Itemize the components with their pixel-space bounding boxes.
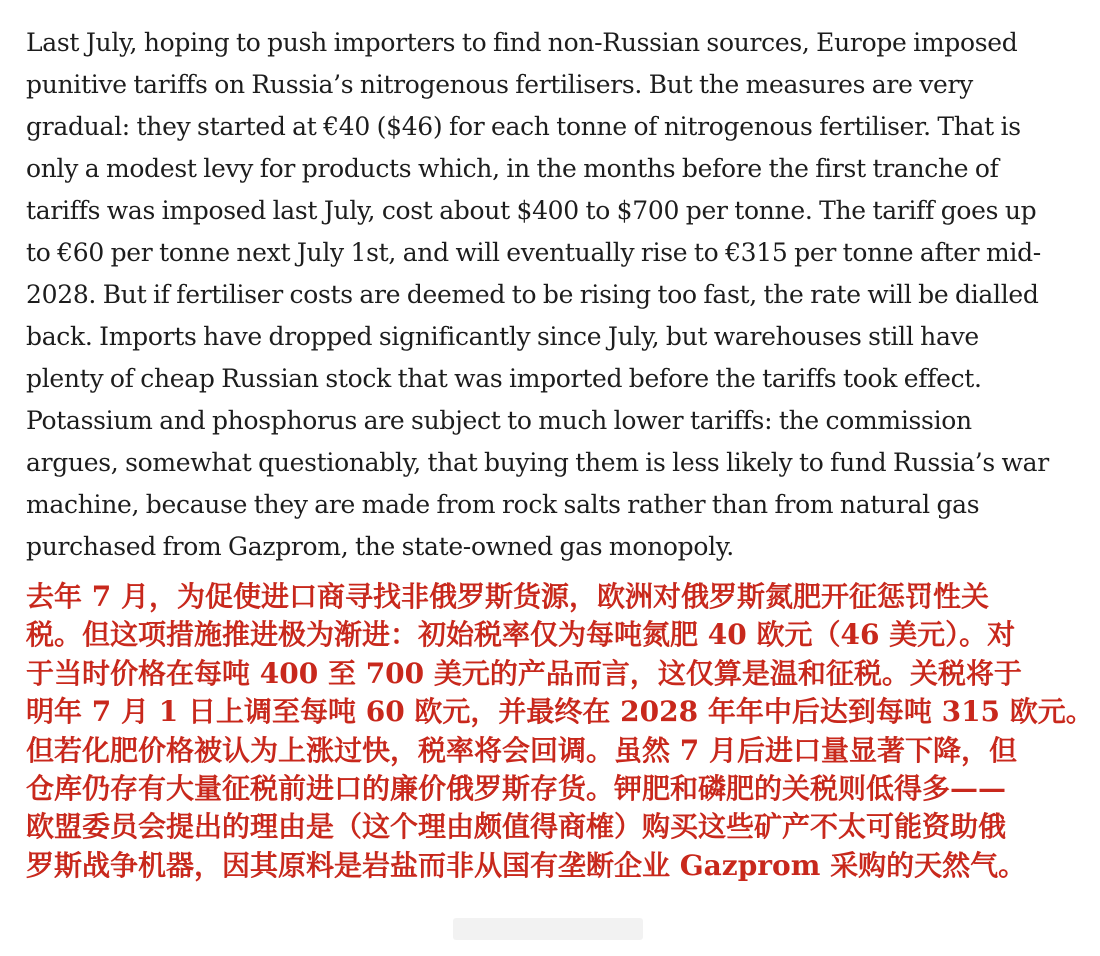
english-line: argues, somewhat questionably, that buying them is less likely to fund Russia’s war: [26, 448, 1049, 477]
chinese-line: 但若化肥价格被认为上涨过快，税率将会回调。虽然 7 月后进口量显著下降，但: [26, 733, 1017, 767]
english-line: purchased from Gazprom, the state-owned gas monopoly.: [26, 532, 734, 561]
english-line: back. Imports have dropped significantly since July, but warehouses still have: [26, 322, 979, 351]
english-line: punitive tariffs on Russia’s nitrogenous fertilisers. But the measures are very: [26, 70, 974, 99]
english-paragraph: [26, 22, 1086, 568]
watermark-logo: [453, 916, 643, 942]
english-line: 2028. But if fertiliser costs are deemed to be rising too fast, the rate will be dialled: [26, 280, 1039, 309]
english-line: tariffs was imposed last July, cost about $400 to $700 per tonne. The tariff goes up: [26, 196, 1037, 225]
english-line: Potassium and phosphorus are subject to much lower tariffs: the commission: [26, 406, 972, 435]
watermark-mark: [453, 918, 643, 940]
chinese-line: 于当时价格在每吨 400 至 700 美元的产品而言，这仅算是温和征税。关税将于: [26, 656, 1022, 690]
chinese-line: 明年 7 月 1 日上调至每吨 60 欧元，并最终在 2028 年年中后达到每吨 315 欧元。: [26, 695, 1094, 729]
chinese-line: 去年 7 月，为促使进口商寻找非俄罗斯货源，欧洲对俄罗斯氮肥开征惩罚性关: [26, 580, 989, 613]
english-line: to €60 per tonne next July 1st, and will eventually rise to €315 per tonne after mid-: [26, 238, 1041, 267]
english-line: machine, because they are made from rock salts rather than from natural gas: [26, 490, 980, 519]
chinese-translation-paragraph: [26, 578, 1094, 885]
chinese-line: 欧盟委员会提出的理由是（这个理由颇值得商榷）购买这些矿产不太可能资助俄: [26, 810, 1007, 844]
english-line: only a modest levy for products which, in the months before the first tranche of: [26, 154, 999, 183]
chinese-line: 税。但这项措施推进极为渐进：初始税率仅为每吨氮肥 40 欧元（46 美元）。对: [26, 618, 1016, 652]
chinese-line: 仓库仍存有大量征税前进口的廉价俄罗斯存货。钾肥和磷肥的关税则低得多——: [26, 772, 1007, 806]
english-line: Last July, hoping to push importers to find non-Russian sources, Europe imposed: [26, 28, 1018, 57]
english-line: plenty of cheap Russian stock that was imported before the tariffs took effect.: [26, 364, 982, 393]
english-line: gradual: they started at €40 ($46) for each tonne of nitrogenous fertiliser. That is: [26, 112, 1021, 141]
chinese-line: 罗斯战争机器，因其原料是岩盐而非从国有垄断企业 Gazprom 采购的天然气。: [26, 848, 1027, 882]
